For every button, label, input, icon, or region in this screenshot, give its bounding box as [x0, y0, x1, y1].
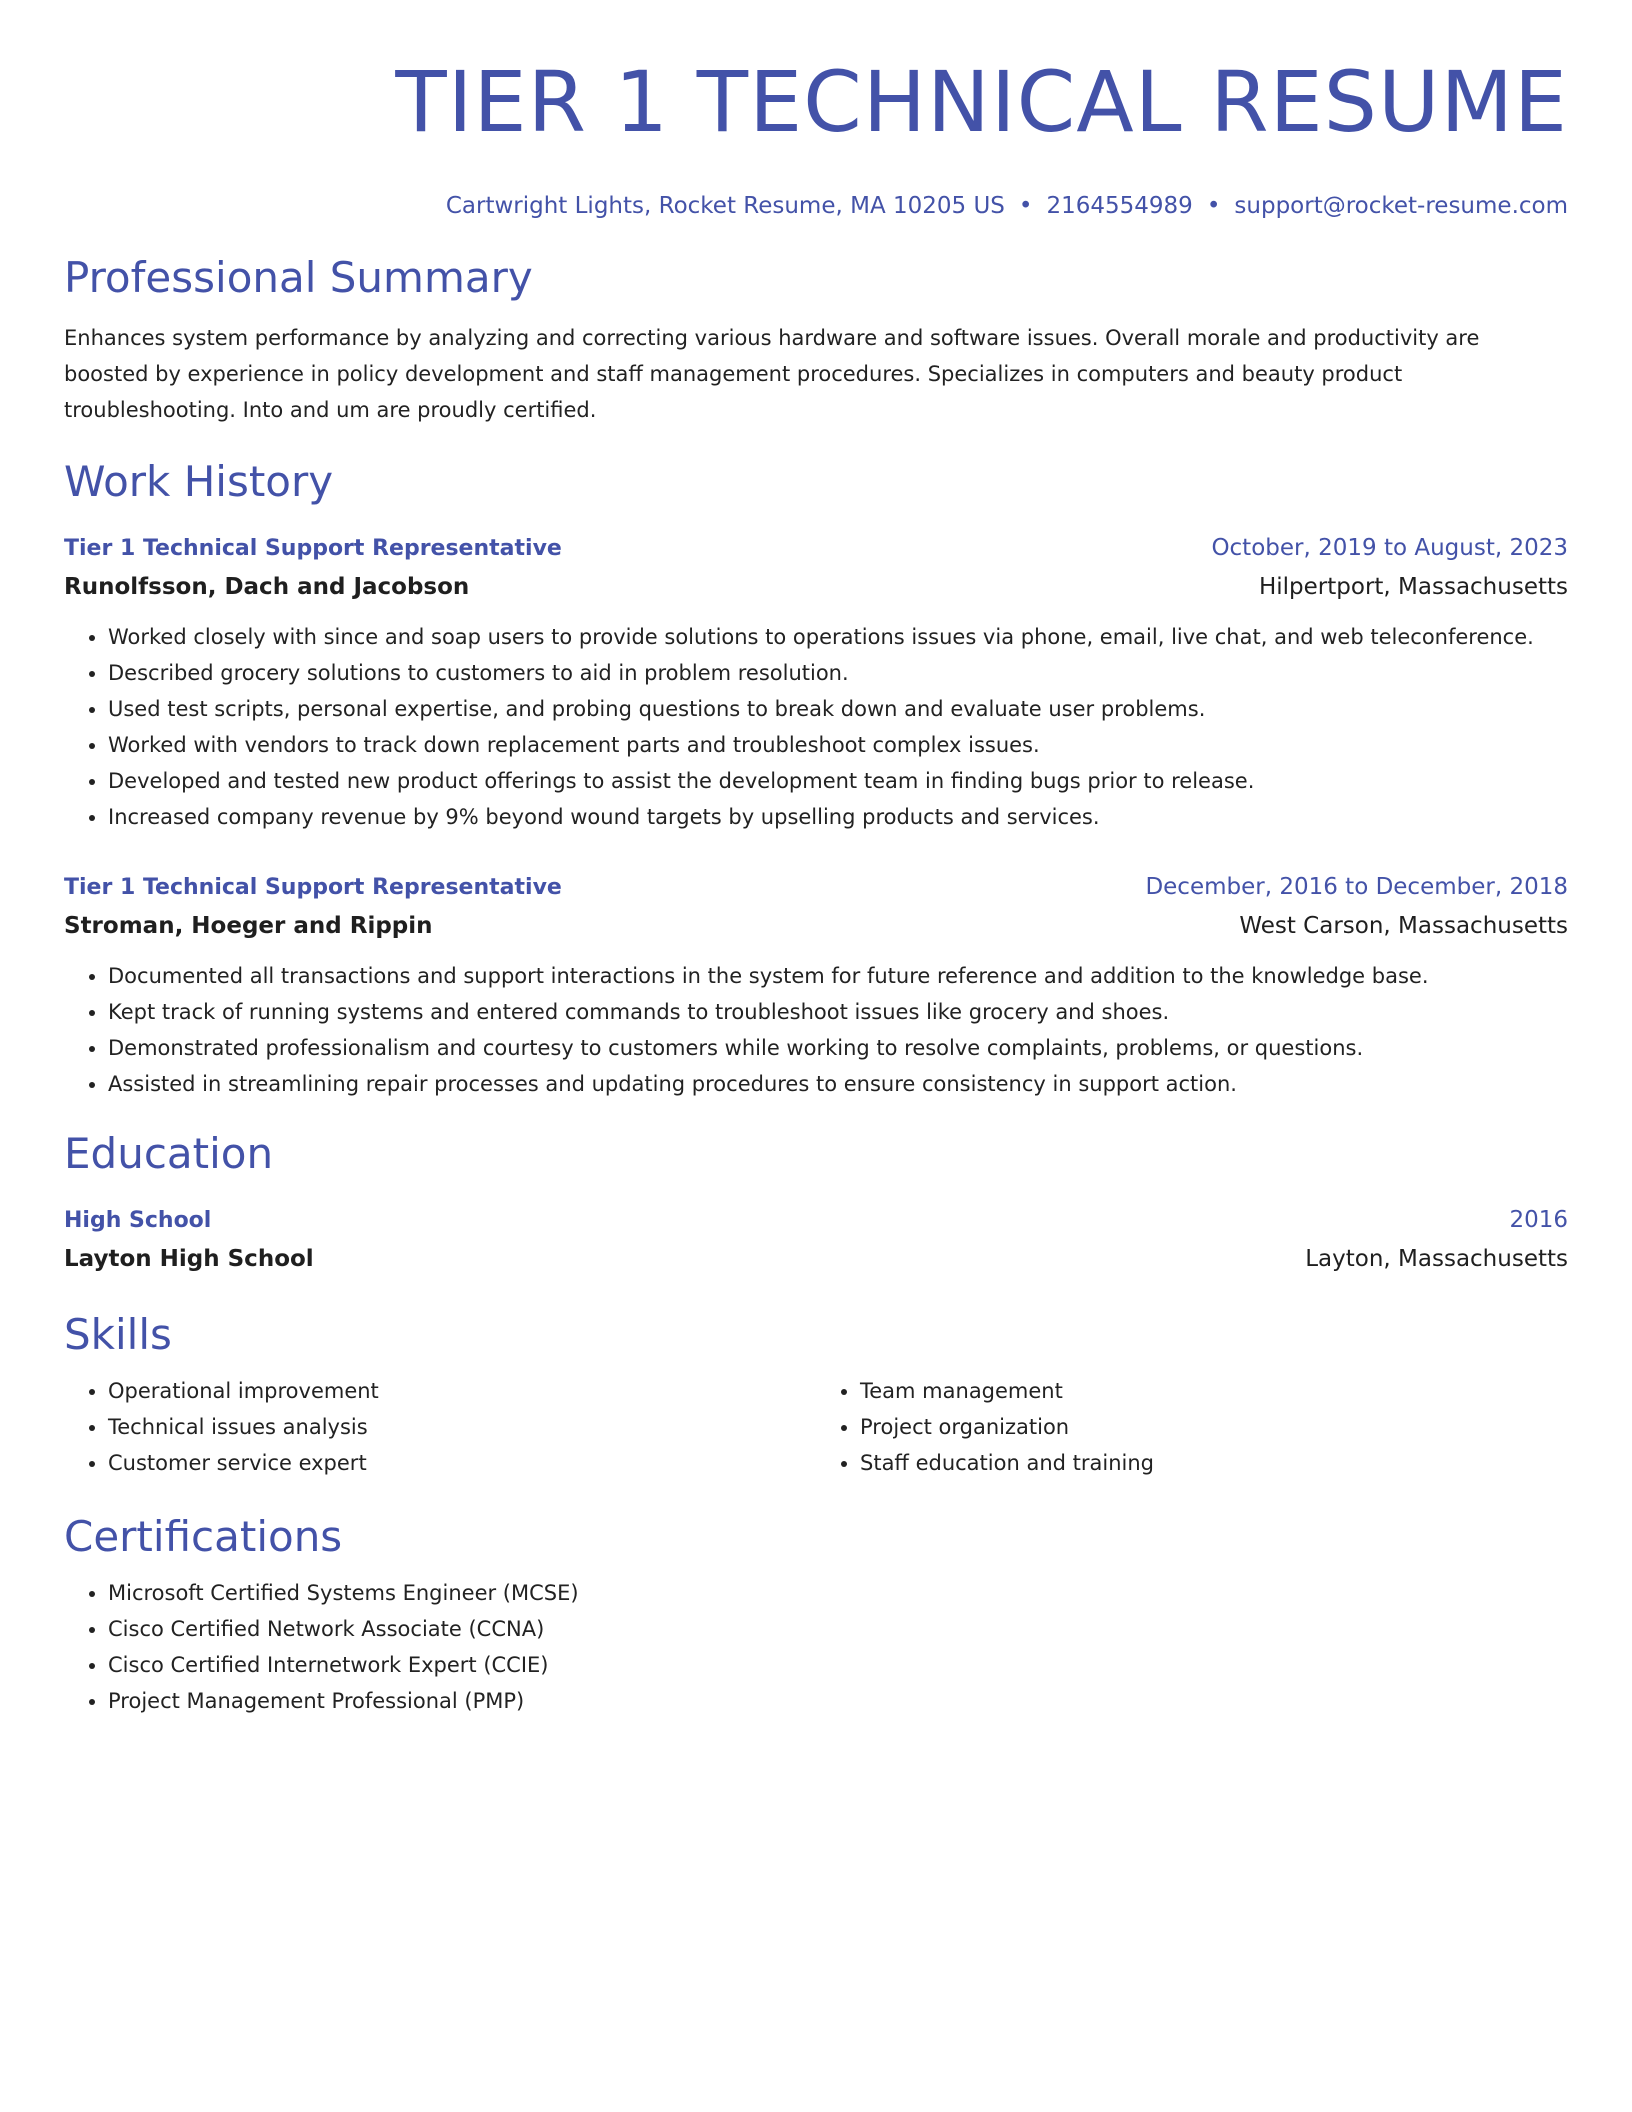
skills-grid: [64, 1373, 1568, 1481]
skills-list-left: [64, 1373, 816, 1481]
job-header-row: [64, 530, 1568, 567]
contact-line: [64, 190, 1568, 222]
job-entry: [64, 530, 1568, 835]
job-header-row: [64, 869, 1568, 906]
work-history-heading: Work History: [64, 457, 334, 506]
job-duty: • Demonstrated professionalism and courtesy to customers while working to resolve complaints, problems, or questions.: [108, 1030, 1568, 1066]
contact-phone: 2164554989: [1046, 193, 1193, 219]
certification-item: • Microsoft Certified Systems Engineer (MCSE): [108, 1575, 1568, 1611]
education-year: 2016: [1509, 1207, 1568, 1233]
job-location: Hilpertport, Massachusetts: [1258, 574, 1568, 600]
education-entry: [64, 1202, 1568, 1279]
skill-item: • Customer service expert: [108, 1445, 816, 1481]
education-heading: Education: [64, 1129, 274, 1178]
certification-item: • Cisco Certified Internetwork Expert (CCIE): [108, 1647, 1568, 1683]
resume-title: TIER 1 TECHNICAL RESUME: [395, 53, 1568, 151]
job-employer-row: [64, 567, 1568, 607]
skill-item: • Technical issues analysis: [108, 1409, 816, 1445]
job-dates: October, 2019 to August, 2023: [1211, 535, 1568, 561]
certification-item: • Project Management Professional (PMP): [108, 1683, 1568, 1719]
education-degree: High School: [64, 1208, 212, 1233]
contact-email: support@rocket-resume.com: [1234, 193, 1568, 219]
skill-item: • Team management: [860, 1373, 1568, 1409]
job-duty: • Described grocery solutions to customers to aid in problem resolution.: [108, 655, 1568, 691]
job-duties-list: [64, 619, 1568, 835]
contact-address: Cartwright Lights, Rocket Resume, MA 10205 US: [445, 193, 1005, 219]
job-employer: Runolfsson, Dach and Jacobson: [64, 574, 470, 600]
job-employer-row: [64, 906, 1568, 946]
skills-heading: Skills: [64, 1310, 172, 1359]
job-duty: • Worked with vendors to track down replacement parts and troubleshoot complex issues.: [108, 727, 1568, 763]
contact-separator: •: [1206, 193, 1221, 219]
summary-text: Enhances system performance by analyzing and correcting various hardware and software issues. Overall morale and productivity are boosted by experience in policy development and staff management procedures. Specializes in computers and beauty product troubleshooting. Into and um are proudly certified.: [64, 326, 1480, 422]
job-employer: Stroman, Hoeger and Rippin: [64, 913, 433, 939]
job-title: Tier 1 Technical Support Representative: [64, 536, 562, 561]
job-dates: December, 2016 to December, 2018: [1145, 874, 1568, 900]
education-location: Layton, Massachusetts: [1305, 1246, 1568, 1272]
skill-item: • Staff education and training: [860, 1445, 1568, 1481]
job-duty: • Increased company revenue by 9% beyond wound targets by upselling products and services.: [108, 799, 1568, 835]
skills-list-right: [816, 1373, 1568, 1481]
resume-header: [64, 0, 1568, 222]
certification-item: • Cisco Certified Network Associate (CCNA): [108, 1611, 1568, 1647]
job-title: Tier 1 Technical Support Representative: [64, 875, 562, 900]
contact-separator: •: [1018, 193, 1033, 219]
certifications-list: [64, 1575, 1568, 1719]
job-duty: • Worked closely with since and soap users to provide solutions to operations issues via phone, email, live chat, and web teleconference.: [108, 619, 1568, 655]
education-school-row: [64, 1239, 1568, 1279]
job-duty: • Developed and tested new product offerings to assist the development team in finding bugs prior to release.: [108, 763, 1568, 799]
job-duty: • Documented all transactions and support interactions in the system for future reference and addition to the knowledge base.: [108, 958, 1568, 994]
job-duty: • Kept track of running systems and entered commands to troubleshoot issues like grocery and shoes.: [108, 994, 1568, 1030]
job-duty: • Used test scripts, personal expertise, and probing questions to break down and evaluate user problems.: [108, 691, 1568, 727]
job-entry: [64, 869, 1568, 1102]
certifications-heading: Certifications: [64, 1512, 343, 1561]
skill-item: • Operational improvement: [108, 1373, 816, 1409]
education-header-row: [64, 1202, 1568, 1239]
job-location: West Carson, Massachusetts: [1239, 913, 1568, 939]
job-duties-list: [64, 958, 1568, 1102]
skill-item: • Project organization: [860, 1409, 1568, 1445]
education-school: Layton High School: [64, 1246, 314, 1272]
job-duty: • Assisted in streamlining repair processes and updating procedures to ensure consistency in support action.: [108, 1066, 1568, 1102]
summary-heading: Professional Summary: [64, 253, 533, 302]
